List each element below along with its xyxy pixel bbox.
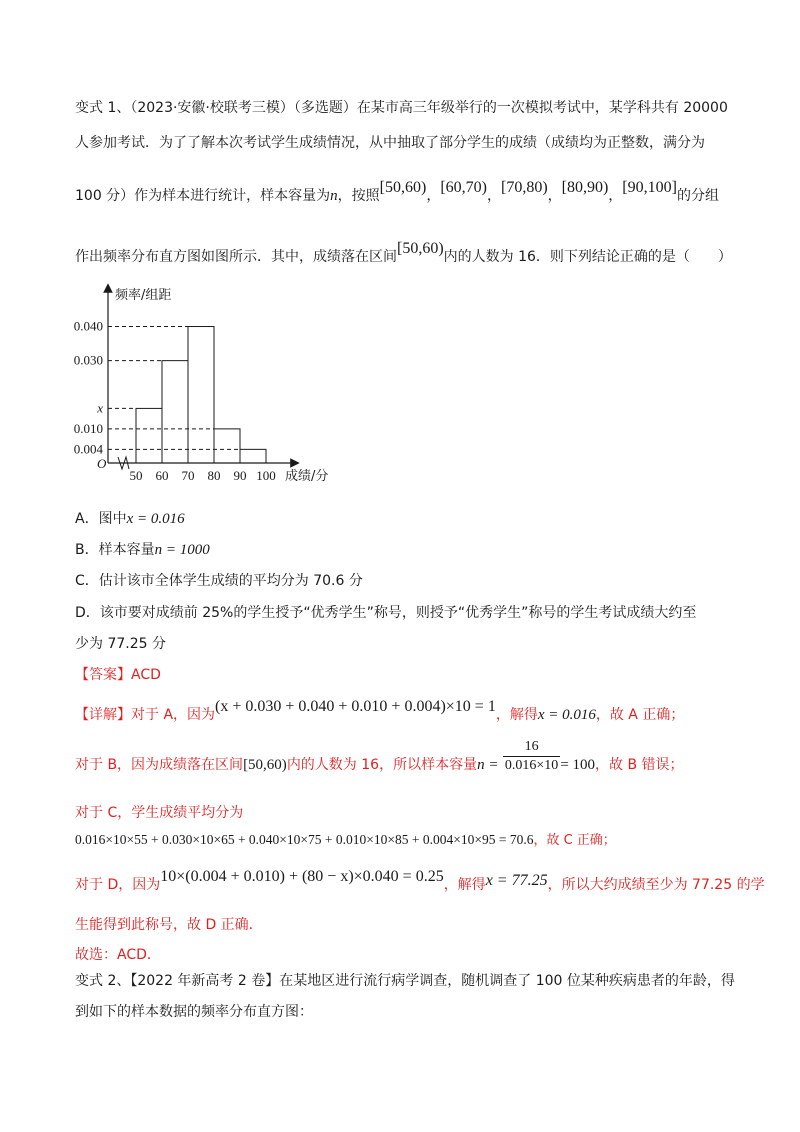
interval-2: [60,70) bbox=[440, 179, 487, 196]
sample-size-fraction bbox=[503, 738, 560, 775]
x-tick-label: 70 bbox=[181, 468, 195, 483]
option-a-text: A．图中 bbox=[75, 511, 127, 527]
y-tick-label: 0.004 bbox=[73, 441, 103, 457]
detail-a-tail: ，故 A 正确； bbox=[595, 707, 685, 723]
x-tick-label: 90 bbox=[233, 468, 247, 483]
separator: ， bbox=[486, 188, 501, 204]
option-b bbox=[75, 540, 210, 560]
frequency-histogram bbox=[65, 283, 355, 488]
detail-c-equation: 0.016×10×55 + 0.030×10×65 + 0.040×10×75 + 0.010×10×85 + 0.004×10×95 = 70.6 bbox=[75, 832, 534, 847]
option-d-line2: 少为 77.25 分 bbox=[75, 636, 166, 652]
detail-b-interval: [50,60) bbox=[243, 757, 287, 773]
x-tick-label: 100 bbox=[256, 468, 276, 483]
axis-break-icon bbox=[118, 457, 129, 469]
interval-1: [50,60) bbox=[379, 179, 427, 196]
detail-b bbox=[75, 738, 684, 775]
separator: ， bbox=[426, 188, 441, 204]
problem1-line4 bbox=[75, 240, 732, 267]
interval-5: [90,100] bbox=[622, 179, 677, 196]
problem1-header: 变式 1、（2023·安徽·校联考三模）（多选题）在某市高三年级举行的一次模拟考试中，某学科共有 20000 bbox=[75, 100, 728, 116]
problem1-line3 bbox=[75, 179, 719, 206]
detail-d-text: 对于 D，因为 bbox=[75, 877, 161, 893]
detail-b-n: n = bbox=[477, 757, 499, 773]
line4-text-a: 作出频率分布直方图如图所示．其中，成绩落在区间 bbox=[75, 249, 397, 265]
histogram-bar bbox=[240, 449, 266, 463]
detail-b-text: 对于 B，因为成绩落在区间 bbox=[75, 757, 244, 773]
line3-text-b: ，按照 bbox=[337, 188, 380, 204]
detail-c-line: 对于 C，学生成绩平均分为 bbox=[75, 805, 244, 821]
option-b-text: B．样本容量 bbox=[75, 542, 155, 558]
detail-label: 【详解】对于 A，因为 bbox=[75, 707, 216, 723]
line3-text-a: 100 分）作为样本进行统计，样本容量为 bbox=[75, 188, 331, 204]
detail-d-solution: x = 77.25 bbox=[485, 872, 548, 889]
origin-label: O bbox=[97, 456, 107, 471]
histogram-bar bbox=[214, 429, 240, 463]
option-b-math: n = 1000 bbox=[154, 542, 210, 558]
y-tick-label: 0.030 bbox=[73, 352, 103, 368]
separator: ， bbox=[547, 188, 562, 204]
x-tick-label: 50 bbox=[129, 468, 143, 483]
option-d-line1: D．该市要对成绩前 25%的学生授予“优秀学生”称号，则授予“优秀学生”称号的学生考试成绩大约至 bbox=[75, 605, 697, 621]
histogram-bar bbox=[188, 327, 214, 463]
y-axis-label: 频率/组距 bbox=[115, 288, 172, 303]
y-tick-label: x bbox=[97, 400, 103, 416]
detail-b-text2: 内的人数为 16，所以样本容量 bbox=[286, 757, 478, 773]
detail-b-tail: ，故 B 错误； bbox=[595, 757, 684, 773]
option-a bbox=[75, 509, 185, 529]
x-tick-label: 80 bbox=[207, 468, 221, 483]
problem1-line2: 人参加考试．为了了解本次考试学生成绩情况，从中抽取了部分学生的成绩（成绩均为正整数，满分为 bbox=[75, 135, 705, 151]
x-axis-label: 成绩/分 bbox=[285, 469, 329, 484]
detail-d bbox=[75, 868, 765, 895]
equation-a: (x + 0.030 + 0.040 + 0.010 + 0.004)×10 = 1 bbox=[215, 698, 496, 715]
fraction-numerator: 16 bbox=[503, 738, 560, 757]
detail-d-tail: ，所以大约成绩至少为 77.25 的学 bbox=[547, 877, 765, 893]
x-tick-label: 60 bbox=[155, 468, 169, 483]
detail-b-result: = 100 bbox=[560, 757, 596, 773]
fraction-denominator: 0.016×10 bbox=[504, 757, 559, 773]
separator: ， bbox=[608, 188, 623, 204]
histogram-bar bbox=[136, 408, 162, 463]
option-a-math: x = 0.016 bbox=[126, 511, 185, 527]
answer-label: 【答案】ACD bbox=[75, 667, 161, 683]
final-answer: 故选：ACD． bbox=[75, 947, 161, 963]
sample-size-n: n bbox=[330, 188, 338, 204]
histogram-bar bbox=[162, 361, 188, 463]
detail-c-tail: ，故 C 正确； bbox=[533, 833, 616, 848]
detail-d-text2: ，解得 bbox=[443, 877, 486, 893]
line4-text-b: 内的人数为 16．则下列结论正确的是（ ） bbox=[443, 249, 732, 265]
detail-a-text: ，解得 bbox=[495, 707, 538, 723]
interval-3: [70,80) bbox=[500, 179, 548, 196]
solution-a: x = 0.016 bbox=[537, 707, 596, 723]
detail-d-equation: 10×(0.004 + 0.010) + (80 − x)×0.040 = 0.25 bbox=[160, 868, 444, 885]
interval-4: [80,90) bbox=[561, 179, 609, 196]
y-tick-label: 0.040 bbox=[73, 318, 103, 334]
detail-c-equation-line bbox=[75, 830, 616, 851]
line4-interval: [50,60) bbox=[397, 240, 444, 257]
detail-a bbox=[75, 698, 685, 725]
detail-d-line2: 生能得到此称号，故 D 正确． bbox=[75, 917, 263, 933]
option-c: C．估计该市全体学生成绩的平均分为 70.6 分 bbox=[75, 573, 363, 589]
line3-text-c: 的分组 bbox=[676, 188, 719, 204]
y-tick-label: 0.010 bbox=[73, 420, 103, 436]
problem2-line2: 到如下的样本数据的频率分布直方图： bbox=[75, 1004, 313, 1020]
problem2-line1: 变式 2、【2022 年新高考 2 卷】在某地区进行流行病学调查，随机调查了 100 位某种疾病患者的年龄，得 bbox=[75, 973, 735, 989]
